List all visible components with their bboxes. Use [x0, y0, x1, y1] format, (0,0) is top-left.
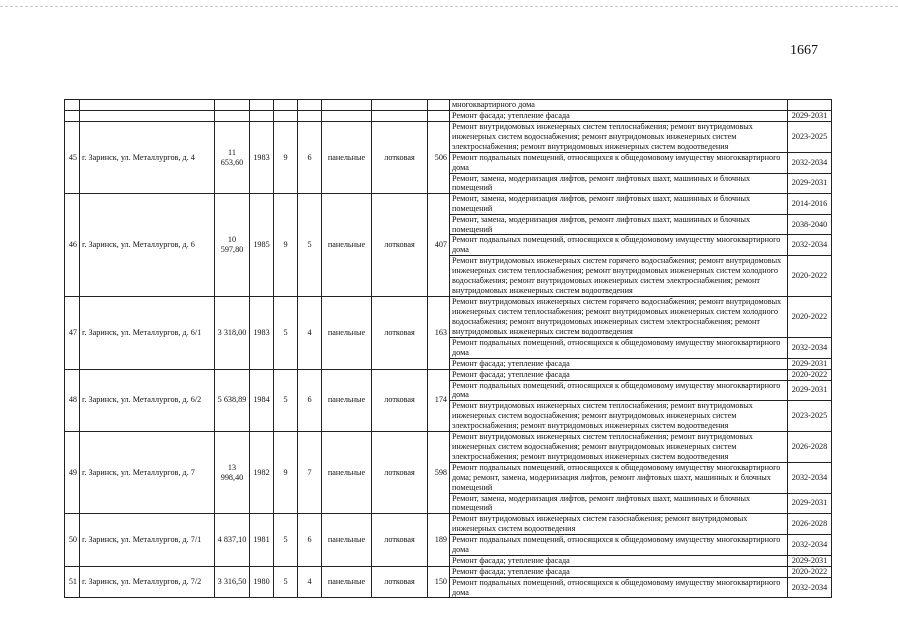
work-description: Ремонт фасада; утепление фасада [450, 566, 788, 577]
work-years: 2038-2040 [788, 214, 832, 235]
row-number: 47 [65, 296, 80, 369]
work-years: 2032-2034 [788, 235, 832, 256]
entrance-count: 7 [298, 432, 322, 514]
work-description: Ремонт фасада; утепление фасада [450, 358, 788, 369]
work-description: Ремонт подвальных помещений, относящихся к общедомовому имуществу многоквартирного дома [450, 535, 788, 556]
row-number: 46 [65, 194, 80, 297]
empty-cell [80, 100, 215, 111]
floor-count: 9 [274, 122, 298, 194]
work-description: Ремонт фасада; утепление фасада [450, 111, 788, 122]
work-years: 2023-2025 [788, 401, 832, 432]
work-years [788, 100, 832, 111]
wall-material: панельные [322, 122, 372, 194]
work-years: 2023-2025 [788, 122, 832, 153]
work-description: Ремонт внутридомовых инженерных систем теплоснабжения; ремонт внутридомовых инженерных систем водоснабжения; ремонт внутридомовых инженерных систем электроснабжения; ремонт внутридомовых инженерных систем водоотведения [450, 122, 788, 153]
roof-type: лотковая [372, 122, 428, 194]
empty-cell [372, 111, 428, 122]
work-description: Ремонт, замена, модернизация лифтов, ремонт лифтовых шахт, машинных и блочных помещений [450, 194, 788, 215]
build-year: 1983 [250, 296, 274, 369]
build-year: 1985 [250, 194, 274, 297]
work-description: Ремонт подвальных помещений, относящихся к общедомовому имуществу многоквартирного дома [450, 380, 788, 401]
floor-count: 5 [274, 369, 298, 432]
work-years: 2020-2022 [788, 296, 832, 337]
floor-count: 5 [274, 566, 298, 598]
empty-cell [322, 100, 372, 111]
work-years: 2020-2022 [788, 566, 832, 577]
house-address: г. Заринск, ул. Металлургов, д. 6/2 [80, 369, 215, 432]
resident-count: 407 [428, 194, 450, 297]
roof-type: лотковая [372, 194, 428, 297]
work-description: Ремонт подвальных помещений, относящихся к общедомовому имуществу многоквартирного дома [450, 235, 788, 256]
house-address: г. Заринск, ул. Металлургов, д. 6 [80, 194, 215, 297]
entrance-count: 6 [298, 369, 322, 432]
build-year: 1982 [250, 432, 274, 514]
wall-material: панельные [322, 296, 372, 369]
empty-cell [65, 111, 80, 122]
house-address: г. Заринск, ул. Металлургов, д. 7/1 [80, 514, 215, 567]
resident-count: 174 [428, 369, 450, 432]
work-years: 2029-2031 [788, 493, 832, 514]
floor-count: 9 [274, 432, 298, 514]
work-description: Ремонт внутридомовых инженерных систем теплоснабжения; ремонт внутридомовых инженерных систем водоснабжения; ремонт внутридомовых инженерных систем электроснабжения; ремонт внутридомовых инженерных систем водоотведения [450, 401, 788, 432]
total-area: 3 318,00 [215, 296, 250, 369]
row-number: 48 [65, 369, 80, 432]
work-description: Ремонт, замена, модернизация лифтов, ремонт лифтовых шахт, машинных и блочных помещений [450, 173, 788, 194]
continuation-row [65, 111, 832, 122]
wall-material: панельные [322, 194, 372, 297]
empty-cell [298, 111, 322, 122]
work-description: Ремонт подвальных помещений, относящихся к общедомовому имуществу многоквартирного дома [450, 577, 788, 598]
row-number: 49 [65, 432, 80, 514]
roof-type: лотковая [372, 566, 428, 598]
floor-count: 5 [274, 296, 298, 369]
total-area: 10 597,80 [215, 194, 250, 297]
work-description: Ремонт, замена, модернизация лифтов, ремонт лифтовых шахт, машинных и блочных помещений [450, 493, 788, 514]
scan-edge-line [0, 6, 898, 7]
empty-cell [298, 100, 322, 111]
house-address: г. Заринск, ул. Металлургов, д. 7 [80, 432, 215, 514]
roof-type: лотковая [372, 432, 428, 514]
wall-material: панельные [322, 514, 372, 567]
empty-cell [215, 111, 250, 122]
work-description: Ремонт фасада; утепление фасада [450, 555, 788, 566]
total-area: 13 998,40 [215, 432, 250, 514]
roof-type: лотковая [372, 369, 428, 432]
build-year: 1983 [250, 122, 274, 194]
house-row [65, 122, 832, 153]
work-years: 2032-2034 [788, 463, 832, 493]
house-row [65, 432, 832, 463]
wall-material: панельные [322, 432, 372, 514]
house-address: г. Заринск, ул. Металлургов, д. 6/1 [80, 296, 215, 369]
build-year: 1981 [250, 514, 274, 567]
work-years: 2029-2031 [788, 380, 832, 401]
house-row [65, 296, 832, 337]
row-number: 45 [65, 122, 80, 194]
repair-schedule-table [64, 99, 832, 598]
empty-cell [215, 100, 250, 111]
empty-cell [250, 111, 274, 122]
empty-cell [428, 111, 450, 122]
resident-count: 189 [428, 514, 450, 567]
row-number: 50 [65, 514, 80, 567]
resident-count: 506 [428, 122, 450, 194]
empty-cell [322, 111, 372, 122]
total-area: 3 316,50 [215, 566, 250, 598]
house-row [65, 194, 832, 215]
page-number: 1667 [790, 43, 818, 58]
house-address: г. Заринск, ул. Металлургов, д. 7/2 [80, 566, 215, 598]
work-years: 2020-2022 [788, 255, 832, 296]
work-years: 2029-2031 [788, 111, 832, 122]
work-description: многоквартирного дома [450, 100, 788, 111]
house-row [65, 566, 832, 577]
roof-type: лотковая [372, 296, 428, 369]
wall-material: панельные [322, 566, 372, 598]
work-description: Ремонт внутридомовых инженерных систем газоснабжения; ремонт внутридомовых инженерных систем водоотведения [450, 514, 788, 535]
work-years: 2029-2031 [788, 358, 832, 369]
entrance-count: 6 [298, 514, 322, 567]
total-area: 4 837,10 [215, 514, 250, 567]
work-description: Ремонт, замена, модернизация лифтов, ремонт лифтовых шахт, машинных и блочных помещений [450, 214, 788, 235]
floor-count: 9 [274, 194, 298, 297]
wall-material: панельные [322, 369, 372, 432]
empty-cell [274, 100, 298, 111]
roof-type: лотковая [372, 514, 428, 567]
work-description: Ремонт подвальных помещений, относящихся к общедомовому имуществу многоквартирного дома; ремонт, замена, модернизация лифтов, ремонт лифтовых шахт, машинных и блочных помещений [450, 463, 788, 493]
house-address: г. Заринск, ул. Металлургов, д. 4 [80, 122, 215, 194]
work-years: 2032-2034 [788, 153, 832, 174]
work-years: 2032-2034 [788, 337, 832, 358]
entrance-count: 5 [298, 194, 322, 297]
empty-cell [80, 111, 215, 122]
continuation-row [65, 100, 832, 111]
house-row [65, 369, 832, 380]
work-description: Ремонт подвальных помещений, относящихся к общедомовому имуществу многоквартирного дома [450, 337, 788, 358]
total-area: 11 653,60 [215, 122, 250, 194]
build-year: 1980 [250, 566, 274, 598]
work-years: 2029-2031 [788, 555, 832, 566]
empty-cell [274, 111, 298, 122]
entrance-count: 4 [298, 566, 322, 598]
work-description: Ремонт внутридомовых инженерных систем горячего водоснабжения; ремонт внутридомовых инженерных систем теплоснабжения; ремонт внутридомовых инженерных систем холодного водоснабжения; ремонт внутридомовых инженерных систем электроснабжения; ремонт внутридомовых инженерных систем водоотведения [450, 255, 788, 296]
total-area: 5 638,89 [215, 369, 250, 432]
row-number: 51 [65, 566, 80, 598]
work-years: 2032-2034 [788, 577, 832, 598]
resident-count: 150 [428, 566, 450, 598]
work-years: 2014-2016 [788, 194, 832, 215]
work-description: Ремонт внутридомовых инженерных систем горячего водоснабжения; ремонт внутридомовых инженерных систем теплоснабжения; ремонт внутридомовых инженерных систем холодного водоснабжения; ремонт внутридомовых инженерных систем электроснабжения; ремонт внутридомовых инженерных систем водоотведения [450, 296, 788, 337]
entrance-count: 4 [298, 296, 322, 369]
work-years: 2026-2028 [788, 432, 832, 463]
work-years: 2029-2031 [788, 173, 832, 194]
build-year: 1984 [250, 369, 274, 432]
empty-cell [250, 100, 274, 111]
floor-count: 5 [274, 514, 298, 567]
work-description: Ремонт подвальных помещений, относящихся к общедомовому имуществу многоквартирного дома [450, 153, 788, 174]
work-years: 2032-2034 [788, 535, 832, 556]
empty-cell [65, 100, 80, 111]
work-description: Ремонт фасада; утепление фасада [450, 369, 788, 380]
house-row [65, 514, 832, 535]
empty-cell [428, 100, 450, 111]
work-description: Ремонт внутридомовых инженерных систем теплоснабжения; ремонт внутридомовых инженерных систем водоснабжения; ремонт внутридомовых инженерных систем электроснабжения; ремонт внутридомовых инженерных систем водоотведения [450, 432, 788, 463]
empty-cell [372, 100, 428, 111]
resident-count: 163 [428, 296, 450, 369]
entrance-count: 6 [298, 122, 322, 194]
work-years: 2026-2028 [788, 514, 832, 535]
work-years: 2020-2022 [788, 369, 832, 380]
resident-count: 598 [428, 432, 450, 514]
